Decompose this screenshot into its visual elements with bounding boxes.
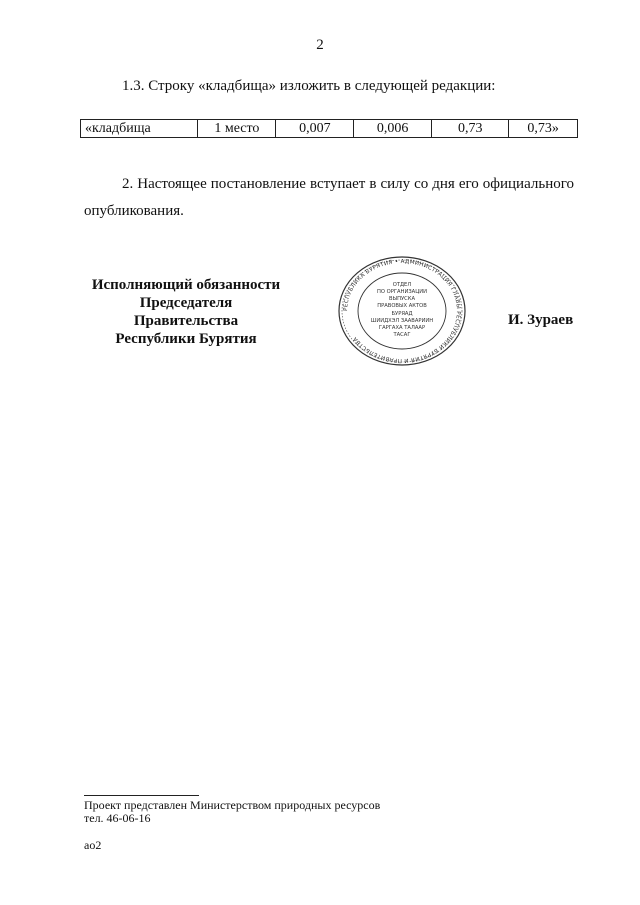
page-number: 2 (316, 37, 324, 53)
footnote-line: тел. 46-06-16 (84, 811, 151, 825)
seal-inner-line: ГАРГАХА ТАЛААР (378, 325, 426, 331)
footnote-line: Проект представлен Министерством природных ресурсов (84, 798, 381, 812)
seal-outer-text: РЕСПУБЛИКА БУРЯТИЯ • АДМИНИСТРАЦИЯ ГЛАВЫ РЕСПУБЛИКИ БУРЯТИЯ И ПРАВИТЕЛЬСТВА (342, 258, 462, 364)
seal-inner-line: ШИИДХЭЛ ЗААВАРИИН (370, 318, 434, 324)
seal-inner-line: ПО ОРГАНИЗАЦИИ (376, 289, 428, 295)
table-cell-name: «кладбища (81, 120, 198, 138)
signatory-title-line: Председателя Правительства (133, 295, 239, 329)
table-cell-value-3: 0,73 (432, 120, 509, 138)
table-cell-value-4: 0,73» (509, 120, 578, 138)
document-code: ао2 (84, 838, 102, 852)
table-cell-value-2: 0,006 (354, 120, 432, 138)
table-row (81, 120, 578, 138)
table-cell-value-1: 0,007 (276, 120, 354, 138)
table-cell-unit: 1 место (198, 120, 276, 138)
footnote (84, 799, 380, 825)
seal-inner-line: БУРЯАД (391, 311, 413, 317)
seal-inner-line: ПРАВОВЫХ АКТОВ (377, 303, 427, 309)
seal-icon (337, 255, 467, 367)
signatory-title-line: Исполняющий обязанности (91, 277, 281, 293)
seal-inner-line: ТАСАГ (393, 332, 411, 338)
signatory-name: И. Зураев (508, 312, 574, 328)
seal-inner-line: ВЫПУСКА (388, 296, 416, 302)
amendment-paragraph: 1.3. Строку «кладбища» изложить в следующей редакции: (122, 78, 496, 94)
amendment-table (80, 119, 578, 138)
signatory-title-line: Республики Бурятия (115, 331, 257, 347)
signatory-title (86, 276, 286, 348)
effective-date-paragraph: 2. Настоящее постановление вступает в силу со дня его официального опубликования. (84, 176, 574, 219)
seal-inner-line: ОТДЕЛ (392, 282, 412, 288)
official-seal (337, 255, 467, 367)
footnote-divider (84, 795, 199, 796)
